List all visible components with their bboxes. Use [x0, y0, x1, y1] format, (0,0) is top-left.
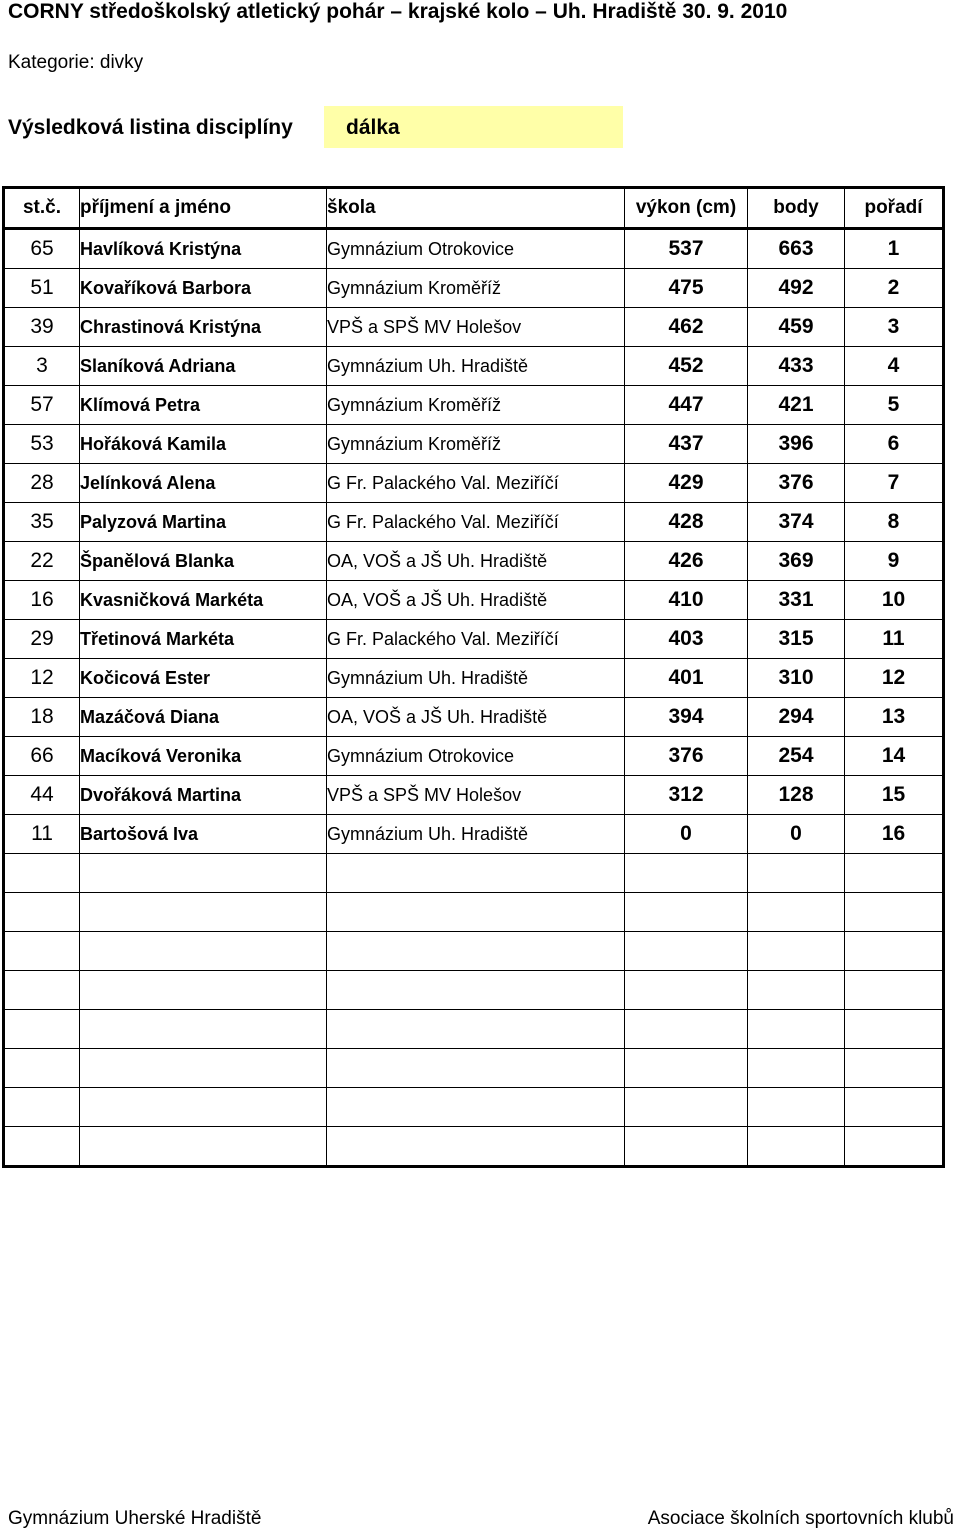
empty-cell — [4, 1127, 80, 1167]
page-title: CORNY středoškolský atletický pohár – krajské kolo – Uh. Hradiště 30. 9. 2010 — [8, 0, 788, 23]
empty-cell — [4, 1010, 80, 1049]
rank-cell: 10 — [845, 581, 944, 620]
athlete-number-cell: 39 — [4, 308, 80, 347]
empty-cell — [4, 1049, 80, 1088]
column-header-rank: pořadí — [845, 188, 944, 229]
empty-cell — [748, 1088, 845, 1127]
performance-cell: 437 — [625, 425, 748, 464]
performance-cell: 312 — [625, 776, 748, 815]
athlete-name-cell: Kvasničková Markéta — [80, 581, 327, 620]
empty-cell — [748, 893, 845, 932]
table-row — [4, 464, 944, 503]
table-row — [4, 659, 944, 698]
athlete-number-cell: 35 — [4, 503, 80, 542]
athlete-number-cell: 11 — [4, 815, 80, 854]
athlete-name-cell: Macíková Veronika — [80, 737, 327, 776]
empty-row — [4, 893, 944, 932]
empty-cell — [327, 1127, 625, 1167]
performance-cell: 428 — [625, 503, 748, 542]
empty-cell — [845, 932, 944, 971]
empty-cell — [748, 1049, 845, 1088]
empty-cell — [4, 854, 80, 893]
rank-cell: 16 — [845, 815, 944, 854]
empty-cell — [80, 1127, 327, 1167]
rank-cell: 12 — [845, 659, 944, 698]
athlete-name-cell: Klímová Petra — [80, 386, 327, 425]
performance-cell: 429 — [625, 464, 748, 503]
points-cell: 254 — [748, 737, 845, 776]
performance-cell: 0 — [625, 815, 748, 854]
athlete-number-cell: 28 — [4, 464, 80, 503]
performance-cell: 475 — [625, 269, 748, 308]
empty-row — [4, 854, 944, 893]
points-cell: 663 — [748, 229, 845, 269]
results-table — [2, 186, 945, 1168]
table-row — [4, 542, 944, 581]
footer-organizer: Gymnázium Uherské Hradiště — [8, 1508, 262, 1529]
empty-cell — [80, 1010, 327, 1049]
empty-cell — [327, 1049, 625, 1088]
athlete-number-cell: 3 — [4, 347, 80, 386]
empty-cell — [748, 932, 845, 971]
table-row — [4, 698, 944, 737]
school-name-cell: G Fr. Palackého Val. Meziříčí — [327, 620, 625, 659]
empty-cell — [327, 893, 625, 932]
performance-cell: 447 — [625, 386, 748, 425]
performance-cell: 537 — [625, 229, 748, 269]
empty-row — [4, 1088, 944, 1127]
empty-cell — [748, 1127, 845, 1167]
table-row — [4, 347, 944, 386]
column-header-name: příjmení a jméno — [80, 188, 327, 229]
empty-cell — [845, 1088, 944, 1127]
performance-cell: 376 — [625, 737, 748, 776]
empty-cell — [4, 893, 80, 932]
rank-cell: 14 — [845, 737, 944, 776]
column-header-performance: výkon (cm) — [625, 188, 748, 229]
athlete-name-cell: Slaníková Adriana — [80, 347, 327, 386]
points-cell: 459 — [748, 308, 845, 347]
rank-cell: 7 — [845, 464, 944, 503]
empty-cell — [748, 971, 845, 1010]
school-name-cell: Gymnázium Uh. Hradiště — [327, 659, 625, 698]
school-name-cell: G Fr. Palackého Val. Meziříčí — [327, 464, 625, 503]
athlete-name-cell: Kovaříková Barbora — [80, 269, 327, 308]
points-cell: 492 — [748, 269, 845, 308]
rank-cell: 13 — [845, 698, 944, 737]
points-cell: 374 — [748, 503, 845, 542]
category-label: Kategorie: divky — [8, 52, 144, 73]
athlete-number-cell: 51 — [4, 269, 80, 308]
athlete-number-cell: 53 — [4, 425, 80, 464]
table-row — [4, 425, 944, 464]
table-row — [4, 229, 944, 269]
school-name-cell: VPŠ a SPŠ MV Holešov — [327, 308, 625, 347]
athlete-name-cell: Španělová Blanka — [80, 542, 327, 581]
school-name-cell: Gymnázium Otrokovice — [327, 229, 625, 269]
rank-cell: 3 — [845, 308, 944, 347]
points-cell: 310 — [748, 659, 845, 698]
empty-cell — [845, 854, 944, 893]
rank-cell: 5 — [845, 386, 944, 425]
table-row — [4, 776, 944, 815]
athlete-name-cell: Kočicová Ester — [80, 659, 327, 698]
empty-cell — [4, 932, 80, 971]
school-name-cell: OA, VOŠ a JŠ Uh. Hradiště — [327, 698, 625, 737]
empty-cell — [625, 932, 748, 971]
empty-cell — [748, 854, 845, 893]
empty-cell — [625, 971, 748, 1010]
discipline-highlight — [324, 106, 623, 148]
points-cell: 331 — [748, 581, 845, 620]
empty-cell — [625, 1049, 748, 1088]
empty-cell — [80, 854, 327, 893]
athlete-name-cell: Palyzová Martina — [80, 503, 327, 542]
empty-cell — [845, 1010, 944, 1049]
empty-cell — [327, 1088, 625, 1127]
athlete-name-cell: Mazáčová Diana — [80, 698, 327, 737]
school-name-cell: Gymnázium Otrokovice — [327, 737, 625, 776]
empty-row — [4, 932, 944, 971]
column-header-school: škola — [327, 188, 625, 229]
performance-cell: 403 — [625, 620, 748, 659]
empty-cell — [748, 1010, 845, 1049]
table-row — [4, 737, 944, 776]
rank-cell: 9 — [845, 542, 944, 581]
table-row — [4, 386, 944, 425]
column-header-points: body — [748, 188, 845, 229]
rank-cell: 6 — [845, 425, 944, 464]
footer-association: Asociace školních sportovních klubů — [647, 1508, 954, 1529]
athlete-name-cell: Chrastinová Kristýna — [80, 308, 327, 347]
table-row — [4, 308, 944, 347]
rank-cell: 2 — [845, 269, 944, 308]
empty-cell — [80, 932, 327, 971]
empty-cell — [845, 893, 944, 932]
athlete-number-cell: 12 — [4, 659, 80, 698]
school-name-cell: OA, VOŠ a JŠ Uh. Hradiště — [327, 581, 625, 620]
empty-row — [4, 1049, 944, 1088]
performance-cell: 452 — [625, 347, 748, 386]
athlete-number-cell: 44 — [4, 776, 80, 815]
empty-cell — [327, 1010, 625, 1049]
points-cell: 376 — [748, 464, 845, 503]
table-row — [4, 620, 944, 659]
athlete-name-cell: Jelínková Alena — [80, 464, 327, 503]
performance-cell: 426 — [625, 542, 748, 581]
points-cell: 0 — [748, 815, 845, 854]
results-body — [4, 229, 944, 1167]
performance-cell: 410 — [625, 581, 748, 620]
performance-cell: 394 — [625, 698, 748, 737]
discipline-label: Výsledková listina disciplíny — [8, 116, 293, 139]
empty-cell — [625, 1088, 748, 1127]
athlete-number-cell: 66 — [4, 737, 80, 776]
athlete-number-cell: 22 — [4, 542, 80, 581]
table-row — [4, 581, 944, 620]
empty-row — [4, 1010, 944, 1049]
table-header-row — [4, 188, 944, 229]
empty-row — [4, 971, 944, 1010]
points-cell: 294 — [748, 698, 845, 737]
school-name-cell: Gymnázium Uh. Hradiště — [327, 815, 625, 854]
empty-row — [4, 1127, 944, 1167]
points-cell: 128 — [748, 776, 845, 815]
empty-cell — [4, 1088, 80, 1127]
points-cell: 421 — [748, 386, 845, 425]
column-header-number: st.č. — [4, 188, 80, 229]
points-cell: 369 — [748, 542, 845, 581]
athlete-name-cell: Havlíková Kristýna — [80, 229, 327, 269]
empty-cell — [327, 971, 625, 1010]
discipline-value: dálka — [346, 116, 400, 139]
performance-cell: 462 — [625, 308, 748, 347]
performance-cell: 401 — [625, 659, 748, 698]
table-row — [4, 503, 944, 542]
athlete-name-cell: Bartošová Iva — [80, 815, 327, 854]
athlete-number-cell: 57 — [4, 386, 80, 425]
table-row — [4, 815, 944, 854]
athlete-number-cell: 29 — [4, 620, 80, 659]
school-name-cell: G Fr. Palackého Val. Meziříčí — [327, 503, 625, 542]
school-name-cell: Gymnázium Kroměříž — [327, 386, 625, 425]
athlete-name-cell: Hořáková Kamila — [80, 425, 327, 464]
empty-cell — [625, 854, 748, 893]
empty-cell — [625, 1010, 748, 1049]
empty-cell — [625, 893, 748, 932]
school-name-cell: Gymnázium Uh. Hradiště — [327, 347, 625, 386]
empty-cell — [845, 1127, 944, 1167]
empty-cell — [80, 1088, 327, 1127]
rank-cell: 1 — [845, 229, 944, 269]
empty-cell — [327, 854, 625, 893]
rank-cell: 8 — [845, 503, 944, 542]
school-name-cell: Gymnázium Kroměříž — [327, 425, 625, 464]
empty-cell — [80, 971, 327, 1010]
school-name-cell: VPŠ a SPŠ MV Holešov — [327, 776, 625, 815]
school-name-cell: Gymnázium Kroměříž — [327, 269, 625, 308]
athlete-number-cell: 65 — [4, 229, 80, 269]
empty-cell — [80, 893, 327, 932]
table-row — [4, 269, 944, 308]
rank-cell: 4 — [845, 347, 944, 386]
empty-cell — [845, 971, 944, 1010]
athlete-number-cell: 16 — [4, 581, 80, 620]
empty-cell — [80, 1049, 327, 1088]
points-cell: 433 — [748, 347, 845, 386]
discipline-row — [8, 106, 623, 148]
points-cell: 396 — [748, 425, 845, 464]
empty-cell — [845, 1049, 944, 1088]
athlete-name-cell: Třetinová Markéta — [80, 620, 327, 659]
points-cell: 315 — [748, 620, 845, 659]
empty-cell — [4, 971, 80, 1010]
athlete-name-cell: Dvořáková Martina — [80, 776, 327, 815]
empty-cell — [625, 1127, 748, 1167]
athlete-number-cell: 18 — [4, 698, 80, 737]
rank-cell: 15 — [845, 776, 944, 815]
empty-cell — [327, 932, 625, 971]
school-name-cell: OA, VOŠ a JŠ Uh. Hradiště — [327, 542, 625, 581]
rank-cell: 11 — [845, 620, 944, 659]
